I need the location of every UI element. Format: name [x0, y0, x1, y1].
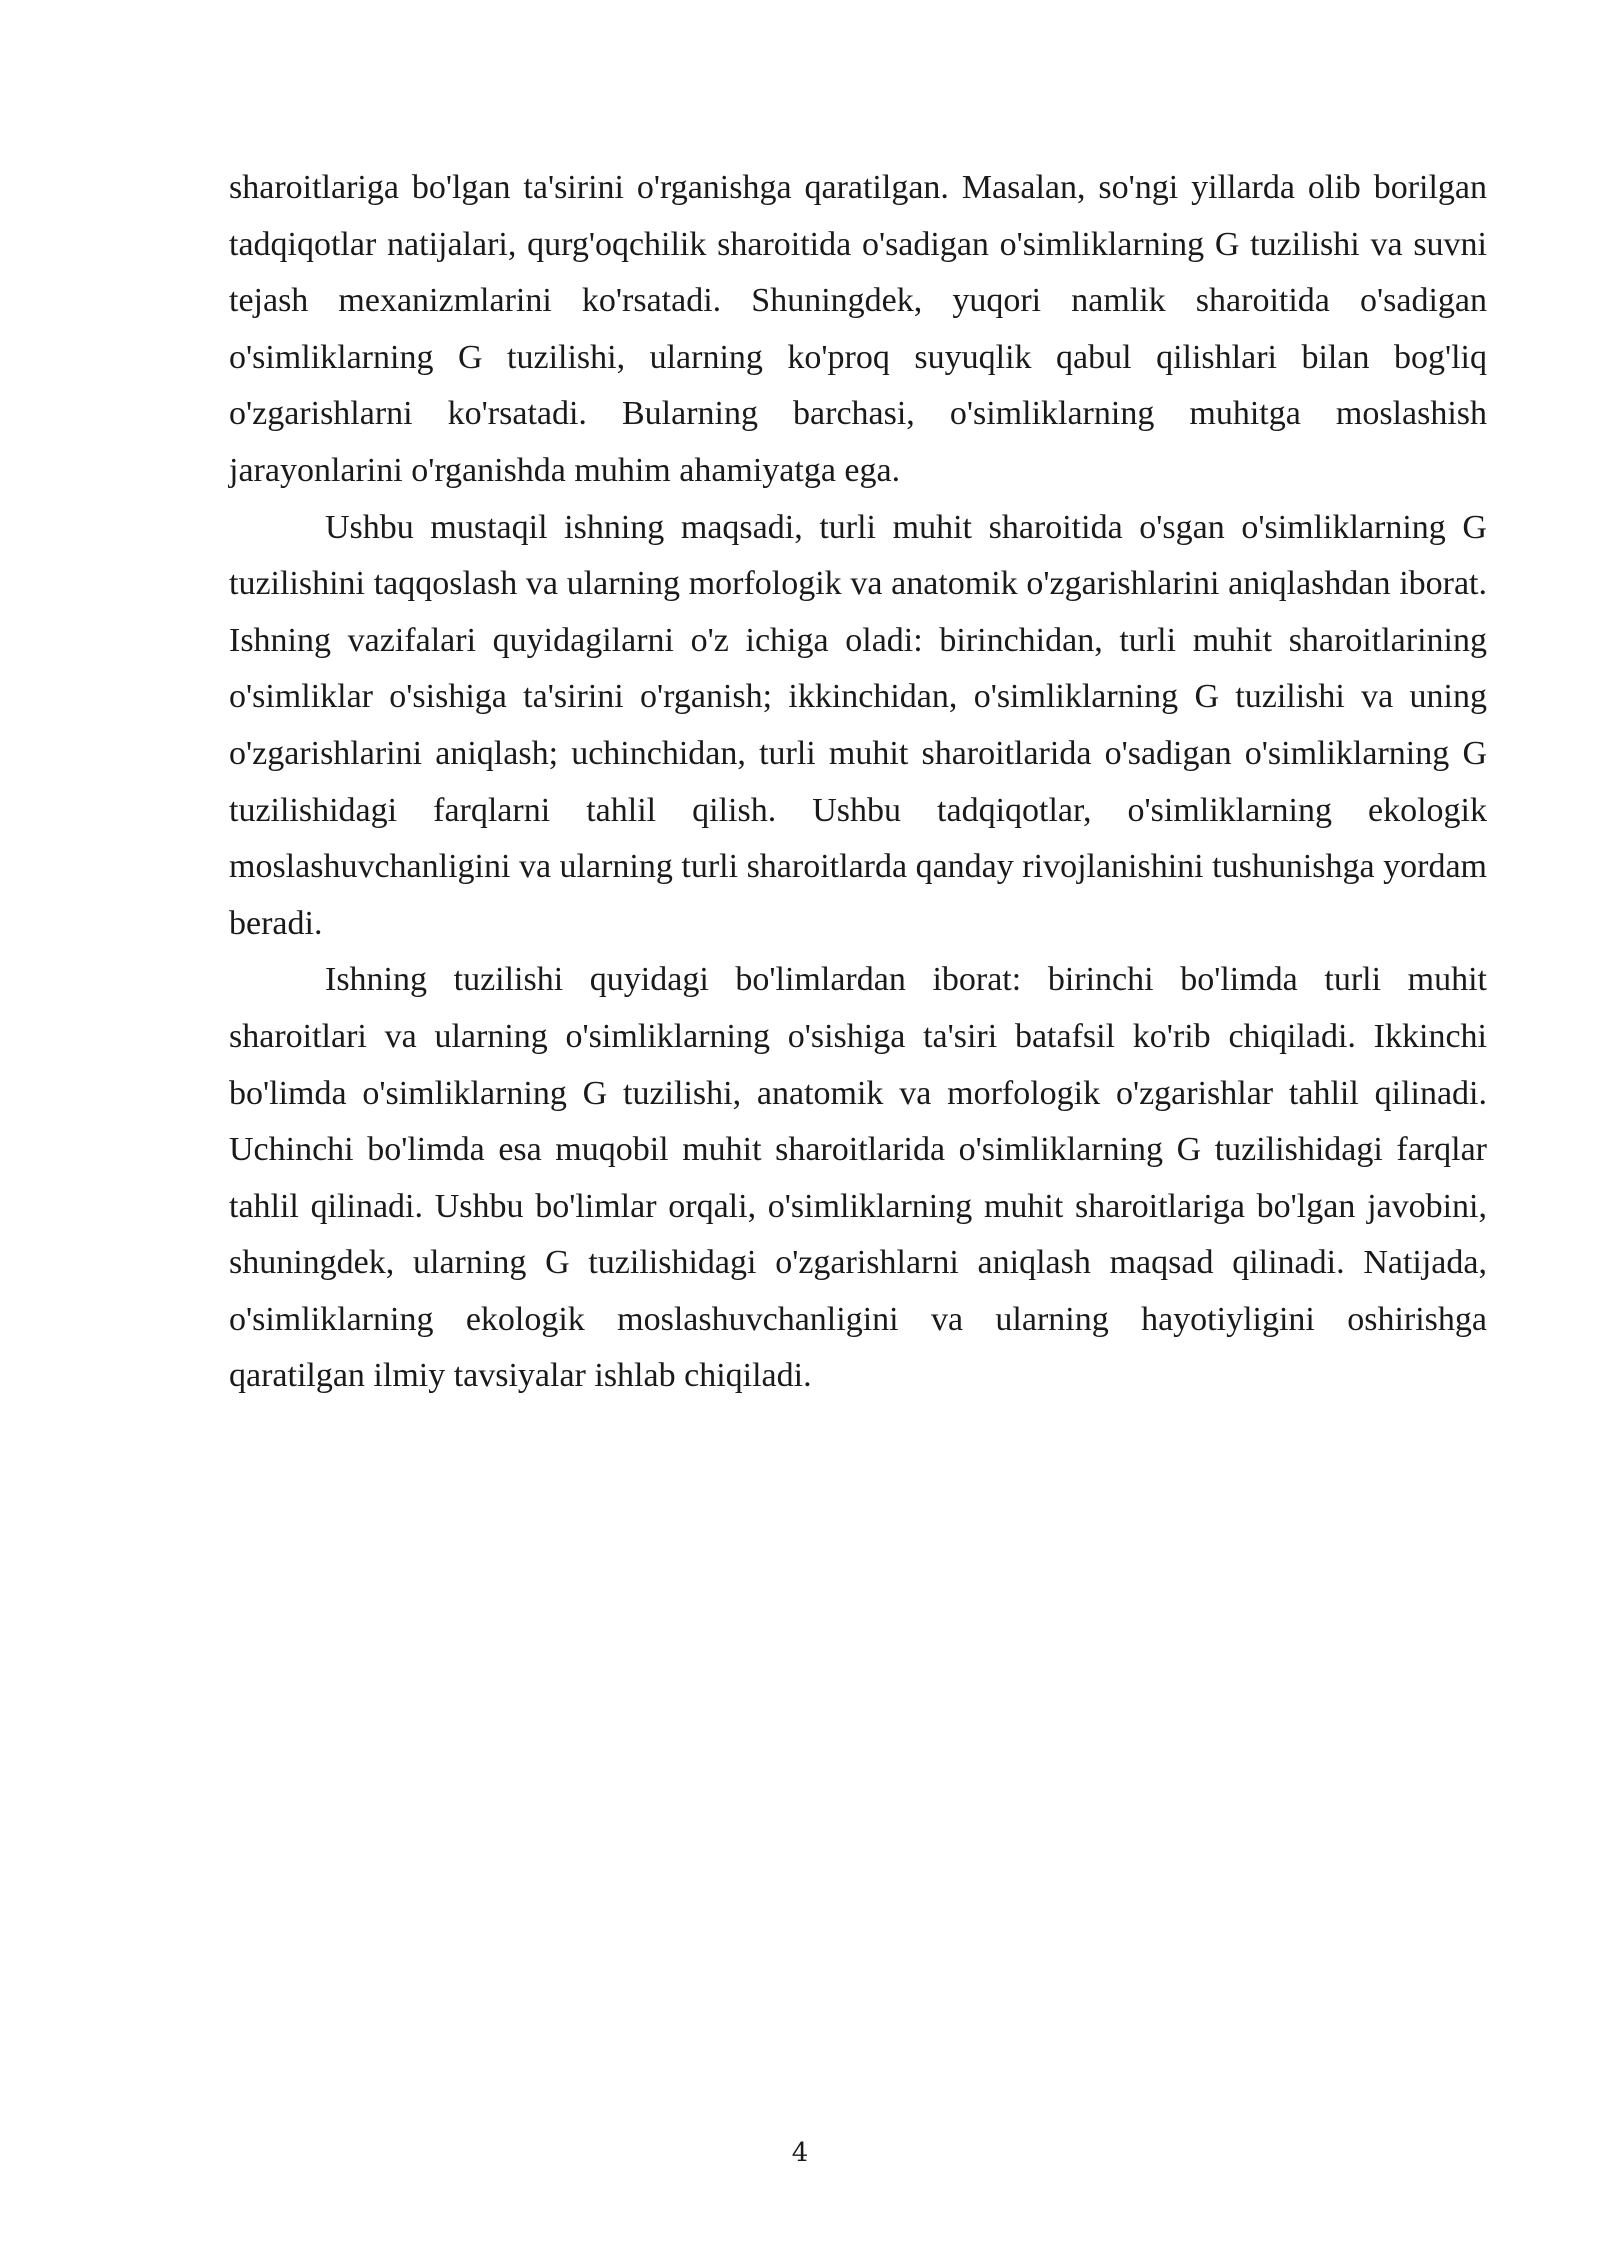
paragraph-continued: sharoitlariga bo'lgan ta'sirini o'rganishga qaratilgan. Masalan, so'ngi yillarda olib borilgan tadqiqotlar natijalari, qurg'oqchilik sharoitida o'sadigan o'simliklarning G tuzilishi va suvni tejash mexanizmlarini ko'rsatadi. Shuningdek, yuqori namlik sharoitida o'sadigan o'simliklarning G tuzilishi, ularning ko'proq suyuqlik qabul qilishlari bilan bog'liq o'zgarishlarni ko'rsatadi. Bularning barchasi, o'simliklarning muhitga moslashish jarayonlarini o'rganishda muhim ahamiyatga ega. — [229, 169, 1487, 489]
page-number: 4 — [791, 2138, 809, 2168]
body-text — [229, 160, 1487, 1405]
paragraph-structure: Ishning tuzilishi quyidagi bo'limlardan iborat: birinchi bo'limda turli muhit sharoitlari va ularning o'simliklarning o'sishiga ta'siri batafsil ko'rib chiqiladi. Ikkinchi bo'limda o'simliklarning G tuzilishi, anatomik va morfologik o'zgarishlar tahlil qilinadi. Uchinchi bo'limda esa muqobil muhit sharoitlarida o'simliklarning G tuzilishidagi farqlar tahlil qilinadi. Ushbu bo'limlar orqali, o'simliklarning muhit sharoitlariga bo'lgan javobini, shuningdek, ularning G tuzilishidagi o'zgarishlarni aniqlash maqsad qilinadi. Natijada, o'simliklarning ekologik moslashuvchanligini va ularning hayotiyligini oshirishga qaratilgan ilmiy tavsiyalar ishlab chiqiladi. — [229, 961, 1487, 1395]
paragraph-purpose: Ushbu mustaqil ishning maqsadi, turli muhit sharoitida o'sgan o'simliklarning G tuzilishini taqqoslash va ularning morfologik va anatomik o'zgarishlarini aniqlashdan iborat. Ishning vazifalari quyidagilarni o'z ichiga oladi: birinchidan, turli muhit sharoitlarining o'simliklar o'sishiga ta'sirini o'rganish; ikkinchidan, o'simliklarning G tuzilishi va uning o'zgarishlarini aniqlash; uchinchidan, turli muhit sharoitlarida o'sadigan o'simliklarning G tuzilishidagi farqlarni tahlil qilish. Ushbu tadqiqotlar, o'simliklarning ekologik moslashuvchanligini va ularning turli sharoitlarda qanday rivojlanishini tushunishga yordam beradi. — [229, 508, 1487, 942]
